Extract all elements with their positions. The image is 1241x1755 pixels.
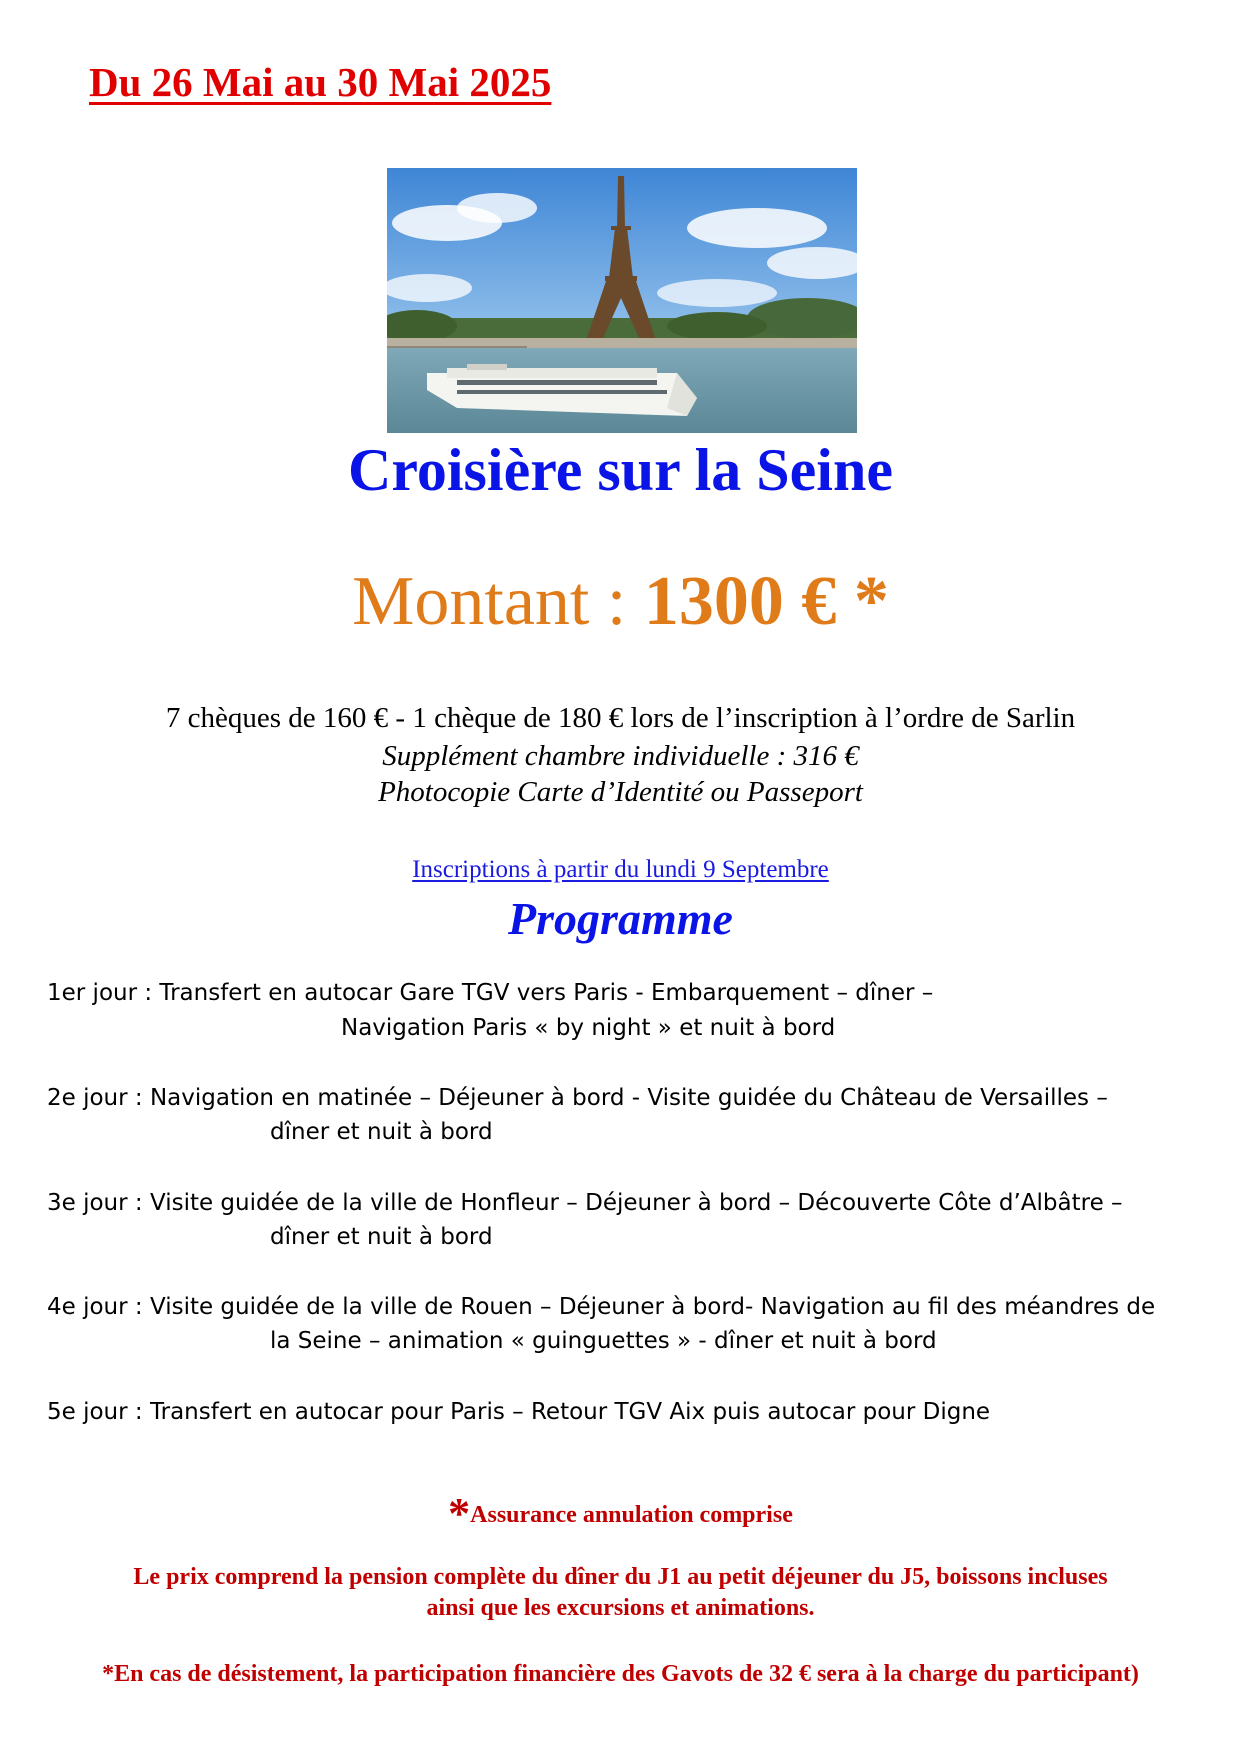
single-room-supplement: Supplément chambre individuelle : 316 €: [382, 740, 859, 772]
registration-link[interactable]: [0, 856, 1241, 884]
pension-note-line-2: ainsi que les excursions et animations.: [426, 1595, 815, 1621]
day-4-line-2: la Seine – animation « guinguettes » - dîner et nuit à bord: [270, 1328, 937, 1354]
day-1-line-2: Navigation Paris « by night » et nuit à bord: [341, 1015, 836, 1041]
day-2-line-1: 2e jour : Navigation en matinée – Déjeuner à bord - Visite guidée du Château de Versailles –: [47, 1085, 1108, 1111]
registration-text[interactable]: Inscriptions à partir du lundi 9 Septembre: [412, 856, 829, 883]
insurance-note: [0, 1488, 1241, 1539]
withdrawal-note: *En cas de désistement, la participation financière des Gavots de 32 € sera à la charge du participant): [102, 1661, 1139, 1687]
eiffel-tower-boat-image: [387, 168, 857, 433]
cruise-photo: [387, 168, 857, 433]
payment-terms: 7 chèques de 160 € - 1 chèque de 180 € lors de l’inscription à l’ordre de Sarlin: [165, 702, 1076, 734]
price-line: [0, 562, 1241, 642]
program-title: Programme: [508, 893, 733, 944]
day-5-line-1: 5e jour : Transfert en autocar pour Paris – Retour TGV Aix puis autocar pour Digne: [47, 1399, 991, 1425]
day-2-line-2: dîner et nuit à bord: [270, 1119, 493, 1145]
price-amount: 1300 € *: [643, 563, 889, 640]
day-1-line-1: 1er jour : Transfert en autocar Gare TGV vers Paris - Embarquement – dîner –: [47, 980, 934, 1006]
date-heading: Du 26 Mai au 30 Mai 2025: [89, 59, 552, 105]
cruise-title: Croisière sur la Seine: [348, 437, 893, 503]
day-3-line-2: dîner et nuit à bord: [270, 1224, 493, 1250]
price-label: Montant :: [352, 563, 644, 640]
asterisk-mark: *: [448, 1489, 471, 1538]
pension-note-line-1: Le prix comprend la pension complète du dîner du J1 au petit déjeuner du J5, boissons incluses: [133, 1564, 1108, 1590]
insurance-text: Assurance annulation comprise: [470, 1502, 793, 1528]
day-3-line-1: 3e jour : Visite guidée de la ville de Honfleur – Déjeuner à bord – Découverte Côte d’Albâtre –: [47, 1190, 1123, 1216]
id-document-requirement: Photocopie Carte d’Identité ou Passeport: [378, 776, 863, 808]
day-4-line-1: 4e jour : Visite guidée de la ville de Rouen – Déjeuner à bord- Navigation au fil des méandres de: [47, 1294, 1156, 1320]
